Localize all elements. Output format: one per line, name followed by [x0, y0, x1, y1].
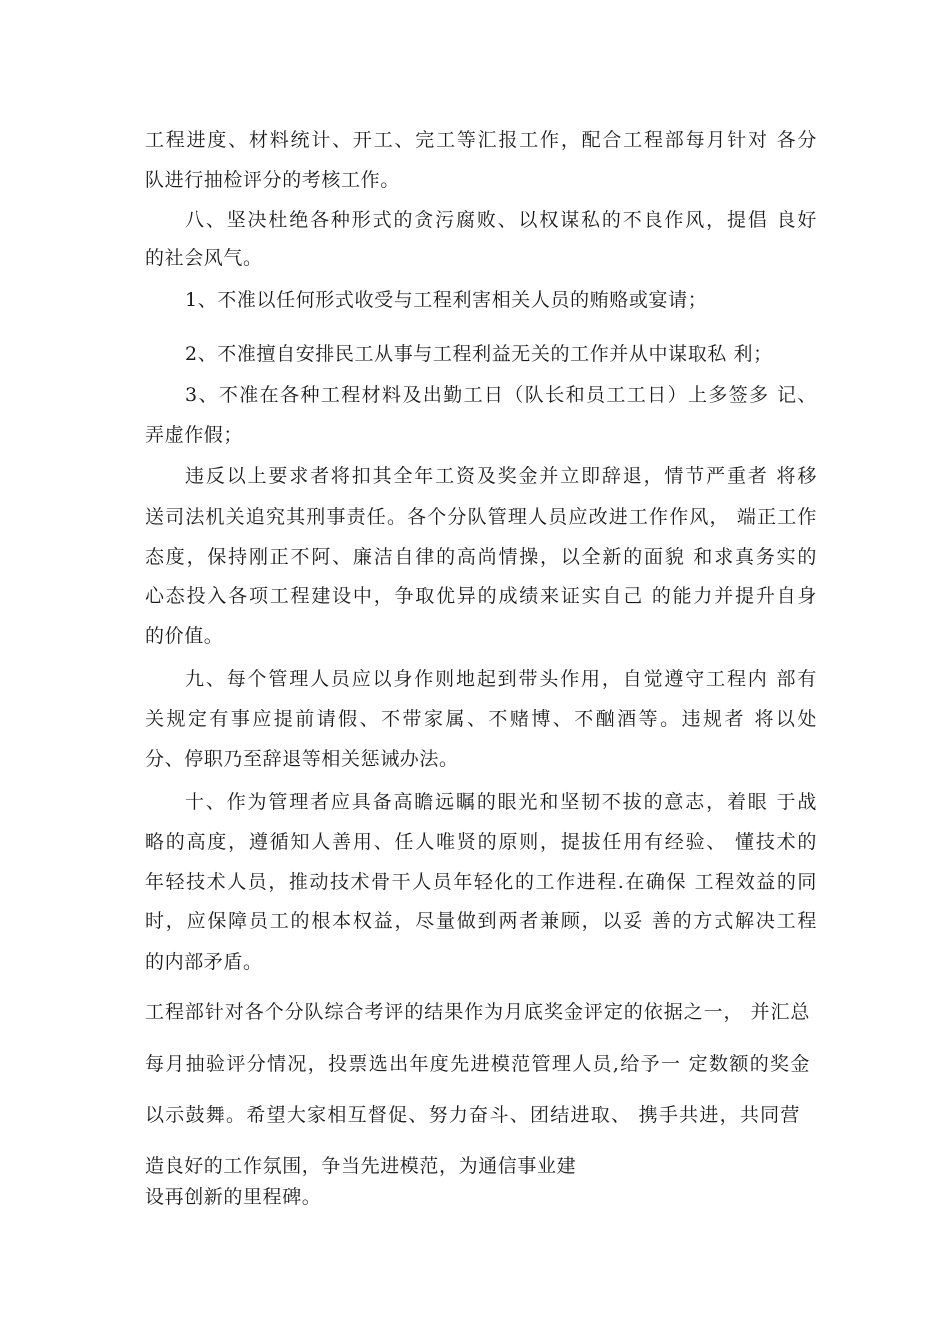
text-line: 的社会风气。	[145, 247, 263, 269]
text-line: 工程进度、材料统计、开工、完工等汇报工作，配合工程部每月针对 各分	[145, 129, 817, 151]
text-line: 设再创新的里程碑。	[145, 1186, 322, 1208]
text-line: 造良好的工作氛围，争当先进模范，为通信事业建	[145, 1155, 577, 1177]
text-line: 2、不准擅自安排民工从事与工程利益无关的工作并从中谋取私 利；	[185, 343, 773, 365]
text-line: 年轻技术人员，推动技术骨干人员年轻化的工作进程.在确保 工程效益的同	[145, 871, 817, 893]
text-line: 队进行抽检评分的考核工作。	[145, 169, 400, 191]
text-line: 弄虚作假；	[145, 424, 244, 446]
text-line: 略的高度，遵循知人善用、任人唯贤的原则，提拔任用有经验、 懂技术的	[145, 831, 817, 853]
text-line: 工程部针对各个分队综合考评的结果作为月底奖金评定的依据之一， 并汇总	[145, 1001, 810, 1023]
text-line: 时，应保障员工的根本权益，尽量做到两者兼顾，以妥 善的方式解决工程	[145, 910, 817, 932]
text-line: 的内部矛盾。	[145, 951, 263, 973]
text-line: 八、坚决杜绝各种形式的贪污腐败、以权谋私的不良作风，提倡 良好	[185, 209, 817, 231]
text-line: 分、停职乃至辞退等相关惩诫办法。	[145, 748, 459, 770]
text-line: 违反以上要求者将扣其全年工资及奖金并立即辞退，情节严重者 将移	[185, 465, 817, 487]
text-line: 态度，保持刚正不阿、廉洁自律的高尚情操，以全新的面貌 和求真务实的	[145, 546, 817, 568]
text-line: 以示鼓舞。希望大家相互督促、努力奋斗、团结进取、 携手共进，共同营	[145, 1104, 800, 1126]
text-line: 送司法机关追究其刑事责任。各个分队管理人员应改进工作作风， 端正工作	[145, 506, 817, 528]
text-line: 心态投入各项工程建设中，争取优异的成绩来证实自己 的能力并提升自身	[145, 585, 817, 607]
text-line: 关规定有事应提前请假、不带家属、不赌博、不酗酒等。违规者 将以处	[145, 708, 817, 730]
text-line: 十、作为管理者应具备高瞻远瞩的眼光和坚韧不拔的意志，着眼 于战	[185, 791, 817, 813]
text-line: 九、每个管理人员应以身作则地起到带头作用，自觉遵守工程内 部有	[185, 668, 817, 690]
text-line: 3、不准在各种工程材料及出勤工日（队长和员工工日）上多签多 记、	[185, 384, 817, 406]
text-line: 1、不准以任何形式收受与工程利害相关人员的贿赂或宴请；	[185, 289, 708, 311]
text-line: 的价值。	[145, 625, 224, 647]
text-line: 每月抽验评分情况，投票选出年度先进模范管理人员,给予一 定数额的奖金	[145, 1053, 810, 1075]
